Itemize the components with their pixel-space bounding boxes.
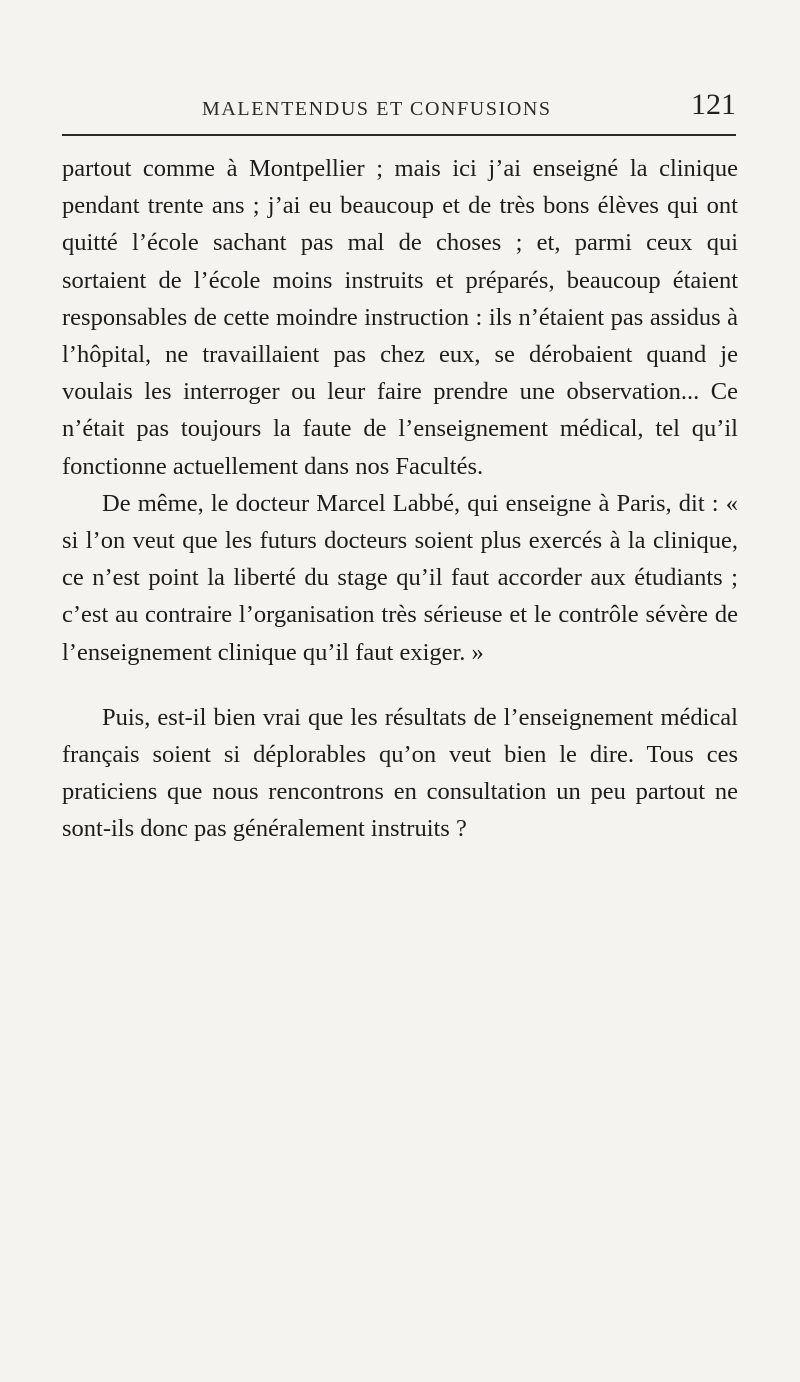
running-title: MALENTENDUS ET CONFUSIONS [202,98,552,120]
paragraph-continuation: partout comme à Montpellier ; mais ici j’ai enseigné la clinique pendant trente ans ; j’ai eu beaucoup et de très bons élèves qui ont quitté l’école sachant pas mal de choses ; et, parmi ceux qui sortaient de l’école moins instruits et préparés, beaucoup étaient responsables de cette moindre instruction : ils n’étaient pas assidus à l’hôpital, ne travaillaient pas chez eux, se dérobaient quand je voulais les interroger ou leur faire prendre une observation... Ce n’était pas toujours la faute de l’enseignement médical, tel qu’il fonctionne actuellement dans nos Facultés. [62,155,738,480]
running-header [62,88,736,136]
body-text [62,150,738,848]
paragraph-labbe-quote: De même, le docteur Marcel Labbé, qui enseigne à Paris, dit : « si l’on veut que les futurs docteurs soient plus exercés à la clinique, ce n’est point la liberté du stage qu’il faut accorder aux étudiants ; c’est au contraire l’organisation très sérieuse et le contrôle sévère de l’enseignement clinique qu’il faut exiger. » [62,489,738,666]
page-number: 121 [691,88,736,121]
paragraph-question: Puis, est-il bien vrai que les résultats de l’enseignement médical français soient si déplorables qu’on veut bien le dire. Tous ces praticiens que nous rencontrons en consultation un peu partout ne sont-ils donc pas généralement instruits ? [62,703,738,843]
